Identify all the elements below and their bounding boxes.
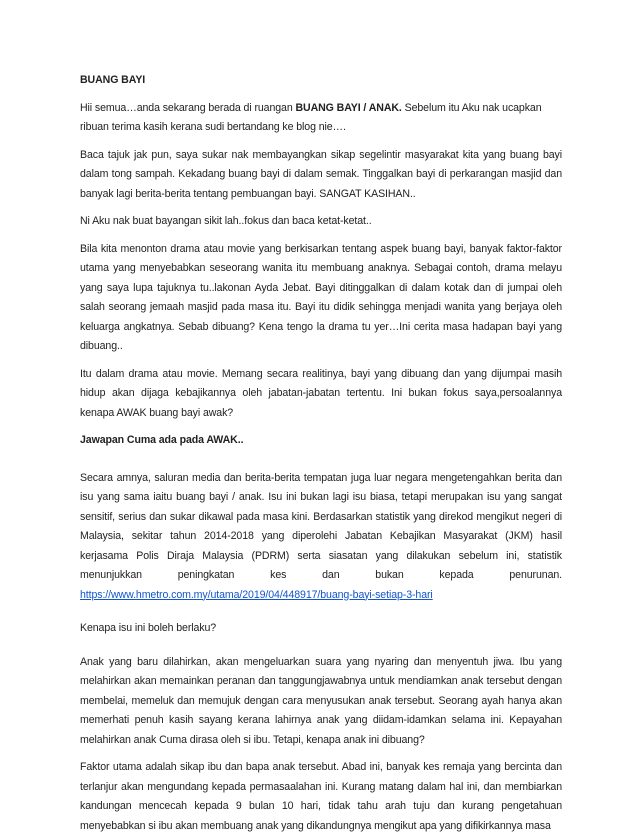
paragraph-6: Anak yang baru dilahirkan, akan mengeluarkan suara yang nyaring dan menyentuh jiwa. Ibu yang melahirkan akan memainkan peranan dan tanggungjawabnya untuk mendiamkan anak tersebut dengan membelai, memeluk dan memujuk dengan cara menyusukan anak tersebut. Seorang ayah hanya akan memerhati penuh kasih sayang kerana lahirnya anak yang diidam-idamkan selama ini. Kepayahan melahirkan anak Cuma dirasa oleh si ibu. Tetapi, kenapa anak ini dibuang? [80, 655, 562, 746]
source-link[interactable]: https://www.hmetro.com.my/utama/2019/04/448917/buang-bayi-setiap-3-hari [80, 588, 433, 601]
paragraph-4: Itu dalam drama atau movie. Memang secara realitinya, bayi yang dibuang dan yang dijumpai masih hidup akan dijaga kebajikannya oleh jabatan-jabatan tertentu. Ini bukan fokus saya,persoalannya kenapa AWAK buang bayi awak? [80, 367, 562, 419]
intro-text-start: Hii semua…anda sekarang berada di ruangan [80, 101, 296, 114]
question-line: Kenapa isu ini boleh berlaku? [80, 622, 217, 634]
intro-bold-text: BUANG BAYI / ANAK. [295, 101, 402, 114]
paragraph-5 [80, 469, 562, 606]
intro-text-end: Sebelum itu Aku nak ucapkan ribuan terima kasih kerana sudi bertandang ke blog nie…. [80, 101, 542, 133]
intro-paragraph [80, 99, 562, 138]
paragraph-1: Baca tajuk jak pun, saya sukar nak membayangkan sikap segelintir masyarakat kita yang buang bayi dalam tong sampah. Kekadang buang bayi di dalam semak. Tinggalkan bayi di perkarangan masjid dan banyak lagi berita-berita tentang pembuangan bayi. SANGAT KASIHAN.. [80, 148, 562, 200]
paragraph-5-text: Secara amnya, saluran media dan berita-berita tempatan juga luar negara mengetengahkan berita dan isu yang sama iaitu buang bayi / anak. Isu ini bukan lagi isu biasa, tetapi merupakan isu yang sangat sensitif, serius dan sukar dikawal pada masa kini. Berdasarkan statistik yang direkod mengikut negeri di Malaysia, sekitar tahun 2014-2018 yang diperolehi Jabatan Kebajikan Masyarakat (JKM) hasil kerjasama Polis Diraja Malaysia (PDRM) serta siasatan yang dilakukan sebelum ini, statistik menunjukkan peningkatan kes dan bukan kepada penurunan. [80, 471, 562, 581]
paragraph-7: Faktor utama adalah sikap ibu dan bapa anak tersebut. Abad ini, banyak kes remaja yang bercinta dan terlanjur akan mengundang kepada permasaalahan ini. Kurang matang dalam hal ini, dan membiarkan kandungan mencecah kepada 9 bulan 10 hari, tidak tahu arah tuju dan kurang pengetahuan menyebabkan si ibu akan membuang anak yang dikandungnya mengikut apa yang difikirkannya masa [80, 761, 562, 832]
document-title: BUANG BAYI [80, 74, 146, 86]
paragraph-2: Ni Aku nak buat bayangan sikit lah..fokus dan baca ketat-ketat.. [80, 215, 372, 227]
paragraph-3: Bila kita menonton drama atau movie yang berkisarkan tentang aspek buang bayi, banyak faktor-faktor utama yang menyebabkan seseorang wanita itu membuang anaknya. Sebagai contoh, drama melayu yang saya lupa tajuknya tu..lakonan Ayda Jebat. Bayi ditinggalkan di dalam kotak dan di jumpai oleh salah seorang jemaah masjid pada masa itu. Bayi itu didik sehingga menjadi wanita yang berjaya oleh keluarga angkatnya. Sebab dibuang? Kena tengo la drama tu yer…Ini cerita masa hadapan bayi yang dibuang.. [80, 242, 562, 352]
subheading: Jawapan Cuma ada pada AWAK.. [80, 434, 244, 446]
